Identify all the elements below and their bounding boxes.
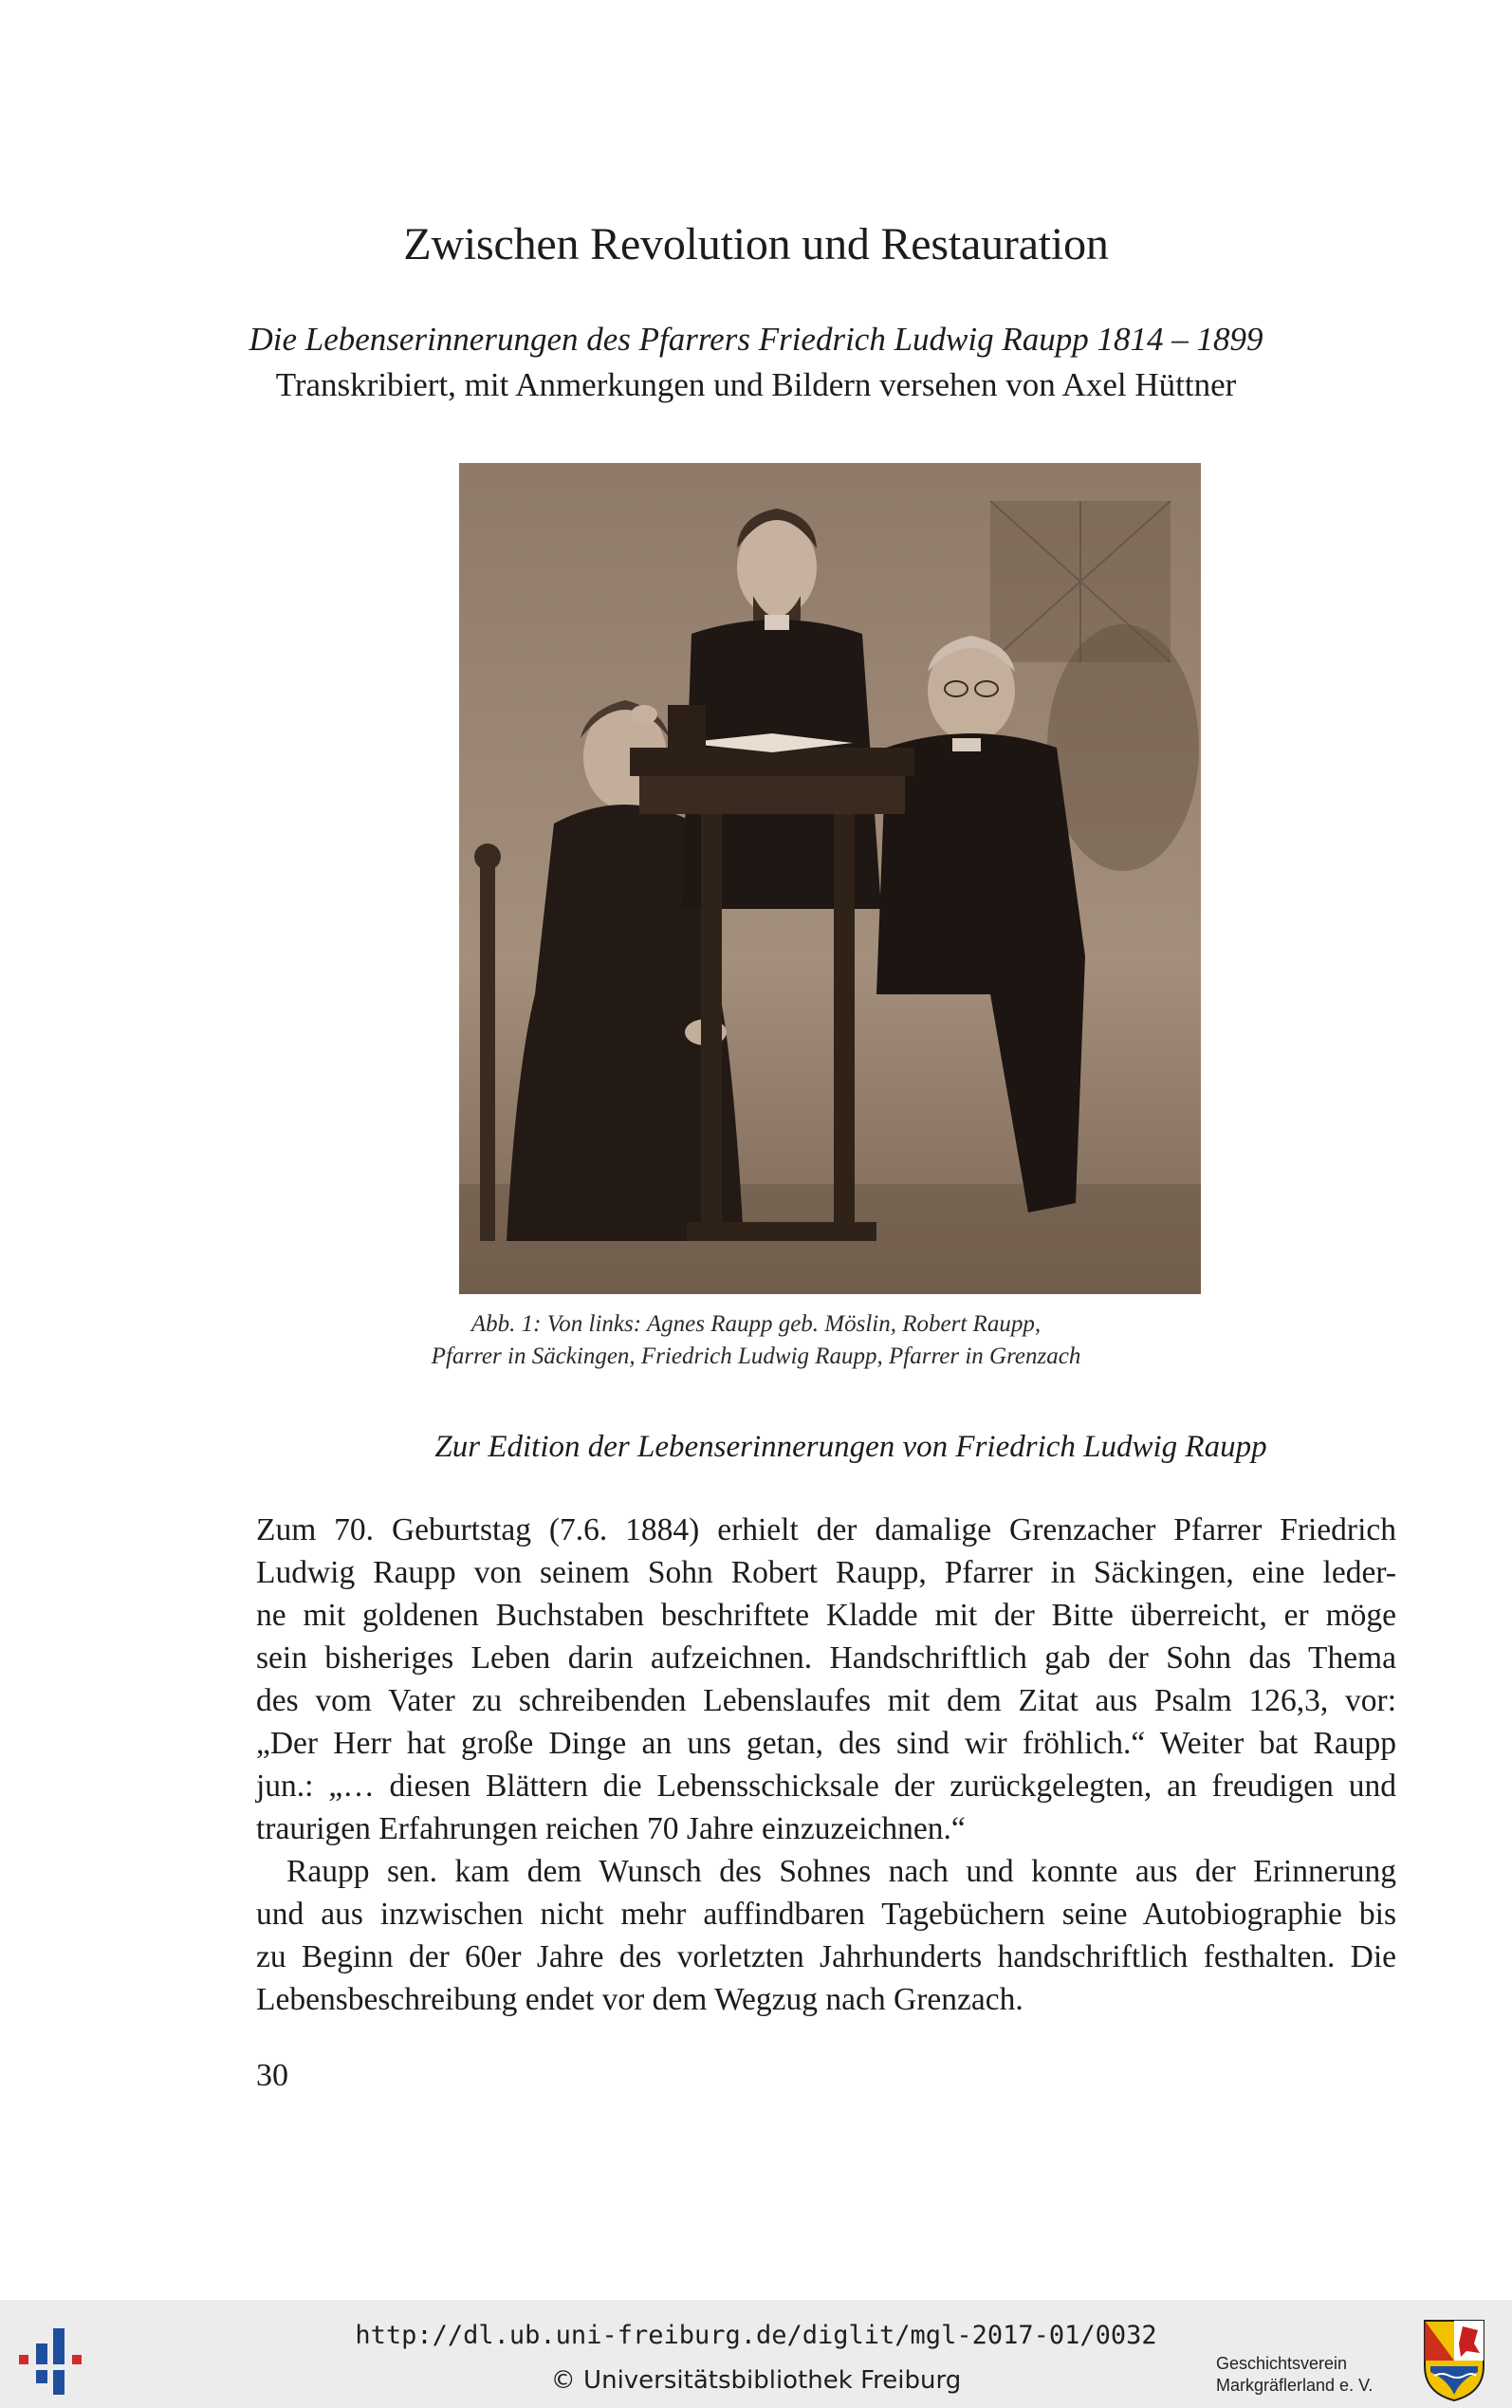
society-name-line-1: Geschichtsverein [1216, 2354, 1348, 2373]
paragraph-2-line: Raupp sen. kam dem Wunsch des Sohnes nach und konnte aus der Erinnerung [286, 1854, 1396, 1889]
society-name-line-2: Markgräflerland e. V. [1216, 2376, 1374, 2395]
paragraph-2-line: Lebensbeschreibung endet vor dem Wegzug nach Grenzach. [256, 1982, 1023, 2017]
figure-caption-line-2: Pfarrer in Säckingen, Friedrich Ludwig Raupp, Pfarrer in Grenzach [431, 1343, 1081, 1369]
subtitle-italic: Die Lebenserinnerungen des Pfarrers Friedrich Ludwig Raupp 1814 – 1899 [249, 321, 1263, 358]
paragraph-2-line: und aus inzwischen nicht mehr auffindbaren Tagebüchern seine Autobiographie bis [256, 1897, 1396, 1932]
paragraph-1-line: jun.: „… diesen Blättern die Lebensschicksale der zurückgelegten, an freudigen und [256, 1769, 1396, 1804]
paragraph-1-line: Zum 70. Geburtstag (7.6. 1884) erhielt der damalige Grenzacher Pfarrer Friedrich [256, 1512, 1396, 1547]
body-text [256, 1509, 1396, 2021]
paragraph-1-line: „Der Herr hat große Dinge an uns getan, des sind wir fröhlich.“ Weiter bat Raupp [256, 1726, 1396, 1761]
figure-caption-line-1: Abb. 1: Von links: Agnes Raupp geb. Möslin, Robert Raupp, [470, 1311, 1042, 1337]
copyright-notice: © Universitätsbibliothek Freiburg [550, 2366, 962, 2395]
page-number: 30 [256, 2058, 288, 2093]
coat-of-arms-icon [1423, 2319, 1485, 2402]
subtitle: Transkribiert, mit Anmerkungen und Bildern versehen von Axel Hüttner [275, 366, 1237, 403]
historical-photograph [459, 463, 1201, 1294]
paragraph-1-line: traurigen Erfahrungen reichen 70 Jahre einzuzeichnen.“ [256, 1811, 966, 1846]
paragraph-1-line: sein bisheriges Leben darin aufzeichnen. Handschriftlich gab der Sohn das Thema [256, 1640, 1396, 1676]
source-url-link[interactable]: http://dl.ub.uni-freiburg.de/diglit/mgl-2017-01/0032 [355, 2321, 1157, 2350]
paragraph-1-line: Ludwig Raupp von seinem Sohn Robert Raupp, Pfarrer in Säckingen, eine leder- [256, 1555, 1396, 1590]
page-title: Zwischen Revolution und Restauration [403, 219, 1109, 269]
footer-bar [0, 2300, 1512, 2408]
paragraph-2-line: zu Beginn der 60er Jahre des vorletzten Jahrhunderts handschriftlich festhalten. Die [256, 1939, 1396, 1974]
society-name [1216, 2353, 1415, 2397]
section-heading: Zur Edition der Lebenserinnerungen von Friedrich Ludwig Raupp [434, 1430, 1267, 1464]
paragraph-1-line: ne mit goldenen Buchstaben beschriftete Kladde mit der Bitte überreicht, er möge [256, 1598, 1396, 1633]
paragraph-1-line: des vom Vater zu schreibenden Lebenslaufes mit dem Zitat aus Psalm 126,3, vor: [256, 1683, 1396, 1718]
